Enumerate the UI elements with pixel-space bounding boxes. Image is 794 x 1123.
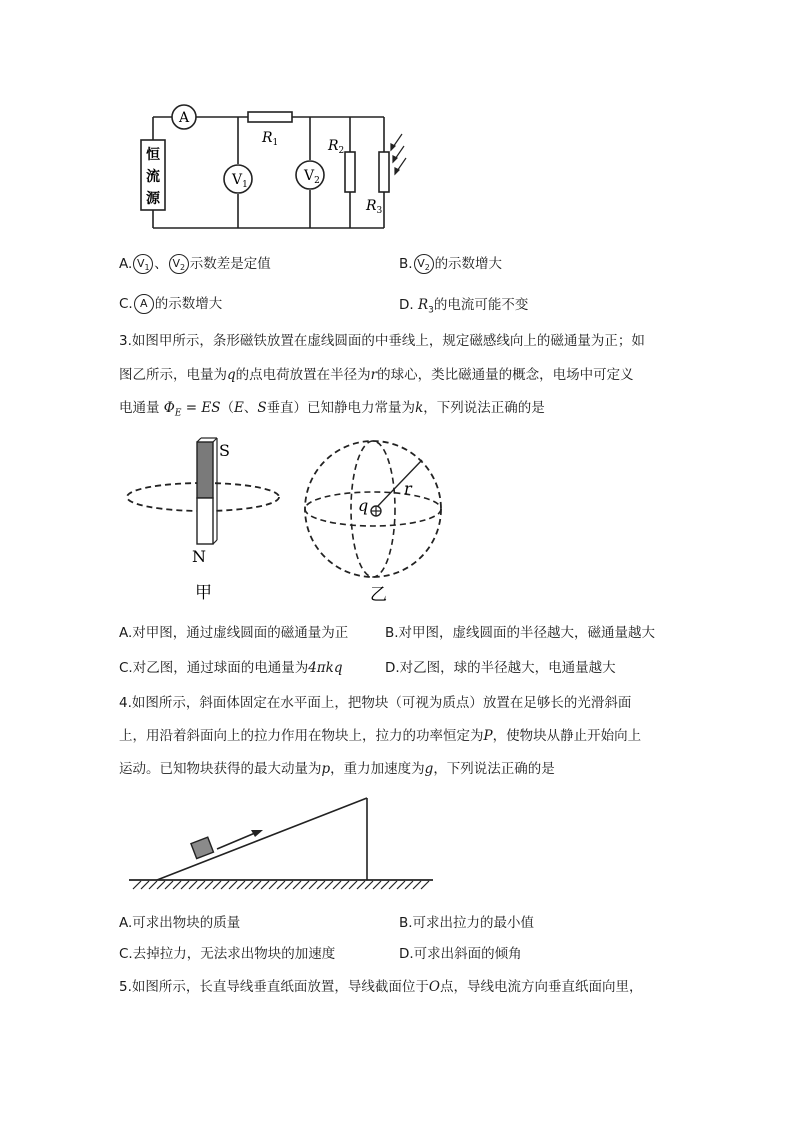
source-char-1: 恒	[146, 147, 160, 163]
figure-yi-label: 乙	[370, 585, 387, 605]
block	[191, 837, 214, 858]
flux-figures	[120, 432, 460, 607]
q3-option-c: C.对乙图，通过球面的电通量为4πkq	[119, 660, 343, 676]
q2-option-c: C. A 的示数增大	[119, 296, 223, 312]
v1-label: $V_1$	[232, 172, 248, 190]
ammeter-icon: A	[134, 294, 154, 314]
q4-option-c: C.去掉拉力，无法求出物块的加速度	[119, 946, 336, 962]
v2-meter-icon: $V_2$	[169, 254, 189, 274]
v2-label: $V_2$	[304, 168, 320, 186]
bar-magnet-n-half	[197, 498, 213, 544]
light-arrows-icon	[391, 134, 406, 174]
incline-diagram	[127, 792, 437, 897]
q4-line-2: 上，用沿着斜面向上的拉力作用在物块上，拉力的功率恒定为P，使物块从静止开始向上	[119, 728, 642, 744]
q3-line-3: 电通量 $\Phi_E = ES(E$、S垂直）已知静电力常量为k，下列说法正确的是	[119, 400, 545, 419]
r3-label: $R_3$	[366, 198, 383, 216]
v1-meter-icon: $V_1$	[133, 254, 153, 274]
source-char-3: 源	[146, 191, 160, 207]
flux-formula: $\Phi_E$ = ES	[163, 400, 221, 419]
r1-label: $R_1$	[262, 130, 279, 148]
circuit-diagram	[140, 102, 410, 232]
pull-force-arrow	[217, 833, 255, 849]
q2-option-a: A. $V_1$ 、 $V_2$ 示数差是定值	[119, 256, 271, 273]
charge-q-label: q	[358, 496, 369, 515]
bar-magnet-s-half	[197, 442, 213, 498]
incline-surface	[157, 798, 367, 880]
q4-line-3: 运动。已知物块获得的最大动量为p，重力加速度为g，下列说法正确的是	[119, 761, 555, 777]
resistor-r2	[345, 152, 355, 192]
q5-line-1: 5.如图所示，长直导线垂直纸面放置，导线截面位于O点，导线电流方向垂直纸面向里，	[119, 979, 643, 995]
magnet-n-label: N	[192, 547, 206, 566]
v2-meter-icon: $V_2$	[414, 254, 434, 274]
q3-line-1: 3.如图甲所示，条形磁铁放置在虚线圆面的中垂线上，规定磁感线向上的磁通量为正；如	[119, 333, 645, 349]
q4-line-1: 4.如图所示，斜面体固定在水平面上，把物块（可视为质点）放置在足够长的光滑斜面	[119, 695, 632, 711]
q3-line-2: 图乙所示，电量为q的点电荷放置在半径为r的球心，类比磁通量的概念，电场中可定义	[119, 367, 634, 383]
ground-hatching	[133, 881, 429, 889]
q2-option-d: D. $R_3$的电流可能不变	[399, 297, 529, 316]
q3-option-b: B.对甲图，虚线圆面的半径越大，磁通量越大	[385, 625, 656, 641]
q2-option-b: B. $V_2$ 的示数增大	[399, 256, 503, 273]
resistor-r1	[248, 112, 292, 122]
magnet-s-label: S	[219, 441, 230, 460]
radius-r-label: r	[404, 479, 412, 498]
q4-option-d: D.可求出斜面的倾角	[399, 946, 522, 962]
q3-option-a: A.对甲图，通过虚线圆面的磁通量为正	[119, 625, 349, 641]
radius-line	[376, 460, 422, 508]
source-char-2: 流	[146, 169, 160, 185]
q3-option-d: D.对乙图，球的半径越大，电通量越大	[385, 660, 616, 676]
photoresistor-r3	[379, 152, 389, 192]
r2-label: $R_2$	[328, 138, 345, 156]
q4-option-a: A.可求出物块的质量	[119, 915, 241, 931]
q4-option-b: B.可求出拉力的最小值	[399, 915, 535, 931]
ammeter-label: A	[178, 110, 190, 126]
figure-jia-label: 甲	[195, 583, 212, 603]
